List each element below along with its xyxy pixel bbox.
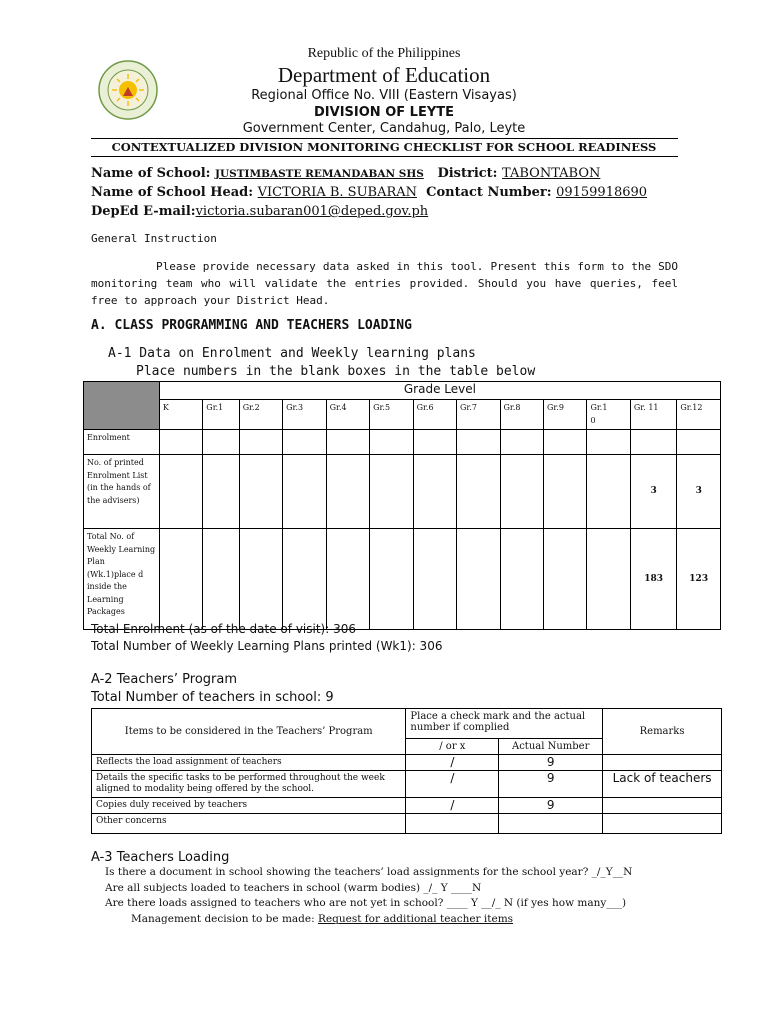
contact-value: 09159918690	[556, 185, 648, 200]
grade-value-cell[interactable]	[326, 455, 369, 529]
grade-value-cell[interactable]	[500, 529, 543, 630]
total-enrolment: Total Enrolment (as of the date of visit): 306	[91, 622, 356, 636]
grade-value-cell[interactable]	[283, 529, 326, 630]
general-instruction-text	[91, 258, 678, 309]
grade-header-cell: Gr.9	[543, 400, 586, 430]
a3-question-2: Are all subjects loaded to teachers in school (warm bodies) _/_ Y ____N	[105, 882, 482, 894]
a3-title: A-3 Teachers Loading	[91, 850, 230, 865]
grade-value-cell[interactable]	[326, 529, 369, 630]
grade-header-cell: Gr.4	[326, 400, 369, 430]
a3-question-3: Are there loads assigned to teachers who are not yet in school? ____ Y __/_ N (if yes how many___)	[105, 897, 627, 909]
a1-title: A-1 Data on Enrolment and Weekly learning plans	[108, 346, 476, 361]
col-remarks-header: Remarks	[603, 709, 722, 755]
grade-value-cell[interactable]	[239, 430, 282, 455]
district-value: TABONTABON	[502, 166, 601, 181]
grade-value-cell[interactable]	[677, 430, 721, 455]
program-actual: 9	[499, 755, 603, 771]
email-line	[91, 204, 428, 219]
management-label: Management decision to be made:	[131, 913, 315, 925]
total-weekly-learning-plans: Total Number of Weekly Learning Plans printed (Wk1): 306	[91, 639, 443, 653]
program-mark: /	[406, 771, 499, 798]
program-item: Details the specific tasks to be performed throughout the week aligned to modality being offered by the school.	[92, 771, 406, 798]
grade-value-cell[interactable]	[587, 430, 630, 455]
grade-value-cell[interactable]	[457, 529, 500, 630]
school-head-label: Name of School Head:	[91, 185, 254, 200]
row-label: No. of printed Enrolment List (in the hands of the advisers)	[84, 455, 160, 529]
grade-value-cell[interactable]	[159, 529, 202, 630]
table-corner-cell	[84, 382, 160, 430]
grade-value-cell[interactable]	[457, 455, 500, 529]
school-head-line	[91, 185, 647, 200]
program-remarks: Lack of teachers	[603, 771, 722, 798]
grade-value-cell[interactable]	[239, 529, 282, 630]
grade-header-cell: Gr.7	[457, 400, 500, 430]
grade-value-cell[interactable]	[543, 430, 586, 455]
a2-title: A-2 Teachers’ Program	[91, 672, 238, 687]
grade-value-cell[interactable]	[500, 455, 543, 529]
grade-value-cell[interactable]	[630, 430, 677, 455]
division-line: DIVISION OF LEYTE	[314, 105, 454, 120]
header-divider	[91, 138, 678, 139]
grade-value-cell[interactable]	[543, 529, 586, 630]
contact-label: Contact Number:	[426, 185, 552, 200]
department-title: Department of Education	[277, 63, 491, 87]
grade-value-cell[interactable]	[370, 455, 413, 529]
grade-value-cell[interactable]	[283, 430, 326, 455]
program-mark: /	[406, 755, 499, 771]
grade-value-cell[interactable]: 3	[677, 455, 721, 529]
row-label: Enrolment	[84, 430, 160, 455]
grade-value-cell[interactable]	[326, 430, 369, 455]
grade-header-cell: Gr.12	[677, 400, 721, 430]
teachers-program-table	[91, 708, 722, 834]
grade-header-cell: K	[159, 400, 202, 430]
grade-value-cell[interactable]	[587, 529, 630, 630]
grade-value-cell[interactable]	[283, 455, 326, 529]
grade-value-cell[interactable]	[370, 529, 413, 630]
program-mark	[406, 814, 499, 834]
school-head-value: VICTORIA B. SUBARAN	[257, 185, 418, 200]
program-item: Reflects the load assignment of teachers	[92, 755, 406, 771]
grade-header-cell: Gr.2	[239, 400, 282, 430]
row-label: Total No. of Weekly Learning Plan (Wk.1)place d inside the Learning Packages	[84, 529, 160, 630]
grade-value-cell[interactable]	[587, 455, 630, 529]
instruction-body: Please provide necessary data asked in this tool. Present this form to the SDO monitoring team who will validate the entries provided. Should you have queries, feel free to approach your District Head.	[91, 260, 678, 307]
school-name-line	[91, 166, 600, 181]
program-actual: 9	[499, 798, 603, 814]
grade-value-cell[interactable]	[203, 455, 239, 529]
regional-office-line: Regional Office No. VIII (Eastern Visayas)	[251, 88, 517, 103]
grade-header-cell: Gr. 11	[630, 400, 677, 430]
program-remarks	[603, 814, 722, 834]
grade-value-cell[interactable]	[203, 529, 239, 630]
grade-value-cell[interactable]	[413, 529, 456, 630]
program-item: Copies duly received by teachers	[92, 798, 406, 814]
col-mark-header: / or x	[406, 739, 499, 755]
program-remarks	[603, 798, 722, 814]
grade-value-cell[interactable]	[500, 430, 543, 455]
grade-value-cell[interactable]	[370, 430, 413, 455]
col-items-header: Items to be considered in the Teachers’ Program	[92, 709, 406, 755]
section-a-title: A. CLASS PROGRAMMING AND TEACHERS LOADING	[91, 318, 412, 333]
col-actual-header: Actual Number	[499, 739, 603, 755]
program-actual: 9	[499, 771, 603, 798]
grade-header-cell: Gr.3	[283, 400, 326, 430]
program-mark: /	[406, 798, 499, 814]
grade-value-cell[interactable]: 183	[630, 529, 677, 630]
management-decision	[131, 913, 513, 925]
checklist-title: CONTEXTUALIZED DIVISION MONITORING CHECKLIST FOR SCHOOL READINESS	[111, 140, 657, 154]
grade-header-cell: Gr.8	[500, 400, 543, 430]
grade-value-cell[interactable]: 123	[677, 529, 721, 630]
grade-value-cell[interactable]	[543, 455, 586, 529]
col-check-header: Place a check mark and the actual number if complied	[406, 709, 603, 739]
grade-value-cell[interactable]	[413, 430, 456, 455]
grade-value-cell[interactable]	[239, 455, 282, 529]
grade-header-cell: Gr.6	[413, 400, 456, 430]
a2-total-teachers: Total Number of teachers in school: 9	[91, 690, 334, 705]
grade-value-cell[interactable]	[413, 455, 456, 529]
grade-header-cell: Gr.5	[370, 400, 413, 430]
republic-line: Republic of the Philippines	[307, 46, 461, 61]
grade-header-cell: Gr.1	[203, 400, 239, 430]
grade-value-cell[interactable]	[159, 430, 202, 455]
school-name-label: Name of School:	[91, 166, 211, 181]
grade-value-cell[interactable]	[203, 430, 239, 455]
address-line: Government Center, Candahug, Palo, Leyte	[242, 121, 526, 136]
program-remarks	[603, 755, 722, 771]
program-actual	[499, 814, 603, 834]
email-value: victoria.subaran001@deped.gov.ph	[195, 204, 429, 219]
grade-value-cell[interactable]	[457, 430, 500, 455]
email-label: DepEd E-mail:	[91, 204, 196, 219]
district-label: District:	[437, 166, 498, 181]
general-instruction-title: General Instruction	[91, 232, 217, 245]
grade-header-cell: Gr.1 0	[587, 400, 630, 430]
a3-question-1: Is there a document in school showing the teachers’ load assignments for the school year? _/_Y__N	[105, 866, 633, 878]
school-name-value: JUSTIMBASTE REMANDABAN SHS	[215, 168, 424, 180]
grade-value-cell[interactable]	[159, 455, 202, 529]
grade-value-cell[interactable]: 3	[630, 455, 677, 529]
grade-level-header: Grade Level	[159, 382, 720, 400]
title-divider	[91, 156, 678, 157]
management-value: Request for additional teacher items	[318, 913, 514, 925]
program-item: Other concerns	[92, 814, 406, 834]
enrolment-table	[83, 381, 721, 630]
a1-subtitle: Place numbers in the blank boxes in the table below	[136, 364, 536, 379]
